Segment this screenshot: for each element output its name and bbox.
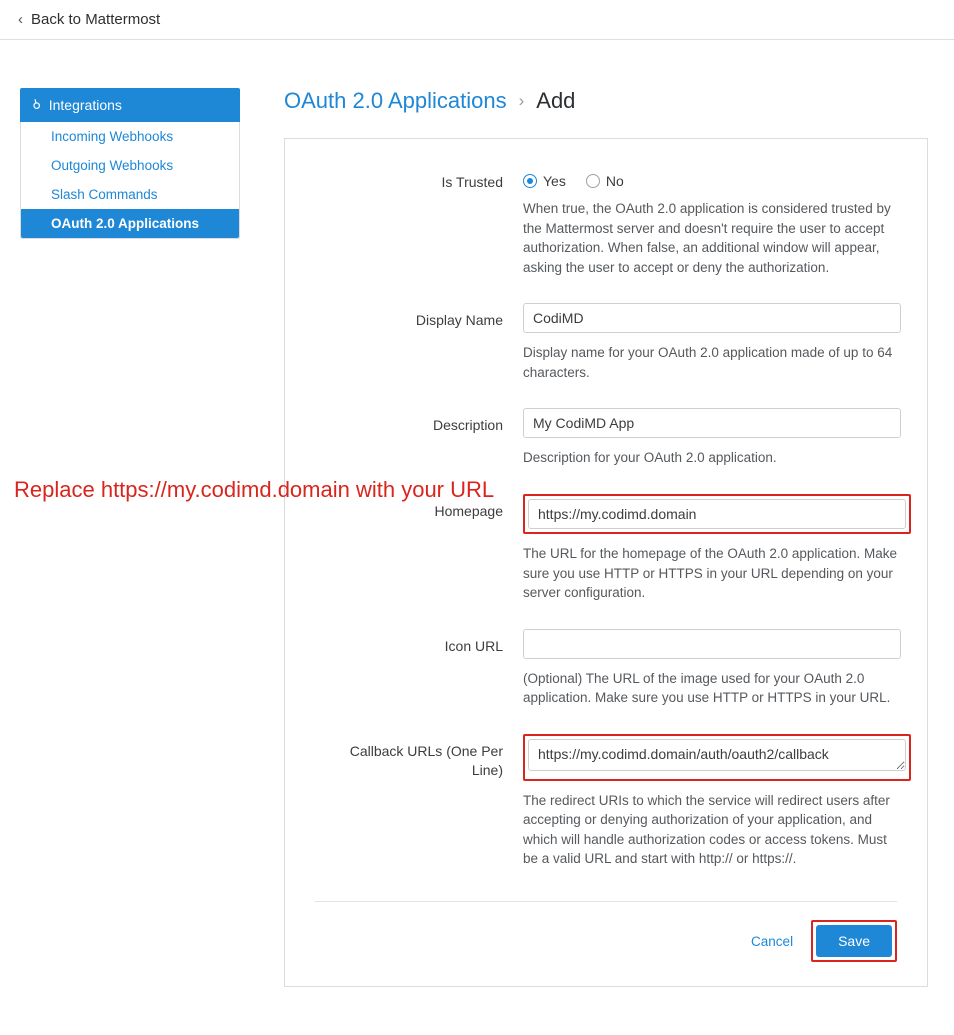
display-name-help: Display name for your OAuth 2.0 application made of up to 64 characters.: [523, 345, 893, 380]
callback-urls-field: [523, 734, 897, 891]
back-link-label: Back to Mattermost: [31, 11, 161, 28]
sidebar-item-label: Outgoing Webhooks: [51, 158, 174, 173]
top-bar: [0, 0, 954, 40]
icon-url-input[interactable]: [523, 629, 901, 659]
sidebar-item-label: OAuth 2.0 Applications: [51, 216, 200, 231]
is-trusted-radio-group: [523, 165, 897, 189]
homepage-label: Homepage: [434, 502, 503, 519]
cancel-button[interactable]: Cancel: [747, 928, 797, 955]
sidebar-item-incoming-webhooks[interactable]: [21, 122, 239, 151]
back-to-mattermost-link[interactable]: [18, 11, 160, 28]
sidebar-list: [20, 122, 240, 239]
radio-yes-icon[interactable]: [523, 174, 537, 188]
form-row-display-name: [315, 303, 897, 404]
description-field: [523, 408, 897, 490]
chevron-left-icon: ‹: [18, 11, 23, 28]
breadcrumb: [284, 88, 928, 114]
radio-no-icon[interactable]: [586, 174, 600, 188]
sidebar-item-label: Incoming Webhooks: [51, 129, 174, 144]
callback-urls-help: The redirect URIs to which the service will redirect users after accepting or denying authorization of your application, and which will handle authorization codes or access tokens. Must be a valid URL and start with http:// or https://.: [523, 792, 890, 867]
icon-url-help: (Optional) The URL of the image used for your OAuth 2.0 application. Make sure you use HTTP or HTTPS in your URL.: [523, 670, 891, 706]
callback-urls-label: Callback URLs (One Per Line): [349, 742, 503, 778]
icon-url-field: [523, 629, 897, 730]
sidebar-header: [20, 88, 240, 122]
is-trusted-yes-option[interactable]: [523, 173, 566, 189]
homepage-help: The URL for the homepage of the OAuth 2.0 application. Make sure you use HTTP or HTTPS in your URL depending on your server configuration.: [523, 545, 897, 601]
main-content: [240, 88, 954, 987]
form-row-homepage: [315, 494, 897, 625]
sidebar-item-oauth-applications[interactable]: [21, 209, 239, 238]
breadcrumb-parent-link[interactable]: OAuth 2.0 Applications: [284, 88, 507, 113]
display-name-field: [523, 303, 897, 404]
sidebar-item-outgoing-webhooks[interactable]: [21, 151, 239, 180]
breadcrumb-current: Add: [536, 88, 576, 113]
callback-urls-textarea[interactable]: [528, 739, 906, 771]
is-trusted-label: Is Trusted: [441, 174, 503, 190]
description-label: Description: [432, 417, 503, 434]
is-trusted-help: When true, the OAuth 2.0 application is considered trusted by the Mattermost server and doesn't require the user to accept authorization. When false, an additional window will appear, asking the user to accept or deny the authorization.: [523, 201, 891, 275]
homepage-highlight-box: [523, 494, 911, 534]
page-body: [0, 40, 954, 987]
is-trusted-no-label: No: [605, 173, 624, 189]
callback-urls-highlight-box: [523, 734, 911, 781]
form-row-icon-url: [315, 629, 897, 730]
sidebar: [20, 88, 240, 987]
form-actions: [315, 902, 897, 968]
sidebar-item-slash-commands[interactable]: [21, 180, 239, 209]
save-highlight-box: [811, 920, 897, 962]
homepage-input[interactable]: [528, 499, 906, 529]
display-name-label: Display Name: [415, 312, 503, 329]
annotation-text: Replace https://my.codimd.domain with your URL: [14, 477, 495, 502]
description-input[interactable]: [523, 408, 901, 438]
description-help: Description for your OAuth 2.0 application.: [523, 450, 777, 466]
save-button[interactable]: Save: [816, 925, 892, 957]
oauth-app-form-card: [284, 138, 928, 987]
breadcrumb-separator-icon: ›: [518, 91, 525, 110]
sidebar-item-label: Slash Commands: [51, 187, 158, 202]
is-trusted-yes-label: Yes: [543, 173, 566, 189]
is-trusted-field: [523, 165, 897, 299]
sidebar-header-label: Integrations: [48, 97, 122, 113]
icon-url-label: Icon URL: [444, 637, 503, 654]
form-row-is-trusted: [315, 165, 897, 299]
link-icon: ☌: [27, 96, 45, 114]
homepage-field: [523, 494, 897, 625]
display-name-input[interactable]: [523, 303, 901, 333]
form-row-callback-urls: [315, 734, 897, 891]
is-trusted-no-option[interactable]: [586, 173, 624, 189]
